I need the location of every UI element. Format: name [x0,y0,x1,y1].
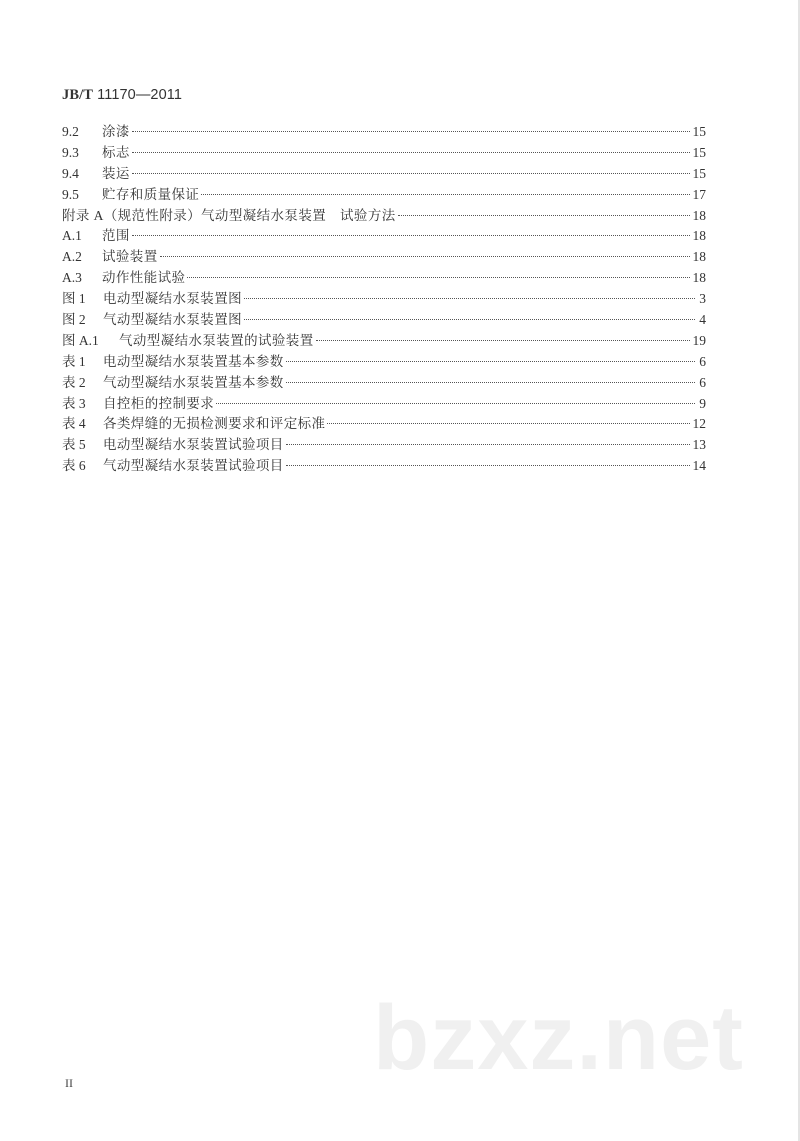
toc-entry-number: 表 2 [62,374,86,390]
dot-leader [244,298,695,299]
toc-entry-page: 3 [699,291,706,307]
dot-leader [244,319,695,320]
toc-entry-title: 标志 [102,144,130,160]
toc-entry-page: 6 [699,353,706,369]
dot-leader [286,465,690,466]
toc-entry[interactable] [62,185,706,206]
dot-leader [201,194,689,195]
dot-leader [132,131,690,132]
toc-entry[interactable] [62,373,706,394]
table-of-contents [62,122,706,477]
dot-leader [286,444,690,445]
toc-entry-title: 气动型凝结水泵装置基本参数 [103,374,284,390]
toc-entry-page: 15 [692,124,706,139]
toc-entry[interactable] [62,289,706,310]
dot-leader [160,256,690,257]
toc-entry-title: 电动型凝结水泵装置基本参数 [103,353,284,369]
toc-entry-number: 表 1 [62,353,86,369]
toc-entry[interactable] [62,247,706,268]
standard-code-header [62,87,182,104]
watermark: bzxz.net [373,987,744,1089]
standard-prefix: JB/T [62,87,94,103]
standard-number: 11170—2011 [93,87,183,103]
toc-entry-title: 自控柜的控制要求 [103,395,215,411]
toc-entry-title: 装运 [102,165,130,181]
toc-entry-title: 涂漆 [102,124,130,139]
toc-entry-page: 18 [692,270,706,286]
toc-entry-page: 17 [692,186,706,202]
toc-entry-number: 表 5 [62,437,86,453]
toc-entry[interactable] [62,164,706,185]
toc-entry-title: 动作性能试验 [102,270,186,286]
toc-entry-title: 气动型凝结水泵装置图 [103,312,242,328]
toc-entry-number: 图 2 [62,312,86,328]
toc-entry[interactable] [62,331,706,352]
toc-entry-page: 15 [692,144,706,160]
toc-entry-title: 气动型凝结水泵装置试验项目 [103,458,284,474]
toc-entry-page: 18 [692,249,706,265]
toc-entry-page: 15 [692,165,706,181]
toc-entry-page: 19 [692,332,706,348]
toc-entry-page: 18 [692,228,706,244]
toc-entry[interactable] [62,122,706,143]
toc-entry-page: 9 [699,395,706,411]
toc-entry-number: 表 3 [62,395,86,411]
dot-leader [132,152,690,153]
toc-entry-number: 9.4 [62,165,79,181]
toc-entry[interactable] [62,435,706,456]
dot-leader [132,173,690,174]
toc-entry[interactable] [62,414,706,435]
toc-entry[interactable] [62,394,706,415]
toc-entry-title: 电动型凝结水泵装置图 [103,291,242,307]
toc-entry[interactable] [62,456,706,477]
toc-entry-page: 6 [699,374,706,390]
toc-entry-title: 贮存和质量保证 [102,186,200,202]
toc-entry-number: 9.3 [62,144,79,160]
toc-entry-title: 各类焊缝的无损检测要求和评定标准 [103,416,326,432]
dot-leader [187,277,689,278]
toc-entry-number: 图 A.1 [62,332,99,348]
toc-entry-page: 13 [692,437,706,453]
dot-leader [316,340,690,341]
toc-entry-page: 12 [692,416,706,432]
toc-entry[interactable] [62,226,706,247]
toc-entry-number: A.3 [62,270,82,286]
toc-entry[interactable] [62,143,706,164]
toc-entry-page: 4 [699,312,706,328]
toc-entry-number: 图 1 [62,291,86,307]
dot-leader [286,382,695,383]
toc-entry-number: 9.2 [62,124,79,139]
toc-entry-title: 范围 [102,228,130,244]
dot-leader [398,215,690,216]
toc-entry[interactable] [62,206,706,227]
dot-leader [132,235,690,236]
toc-entry-page: 14 [692,458,706,474]
toc-entry-title: 附录 A（规范性附录）气动型凝结水泵装置 试验方法 [62,207,396,223]
toc-entry-number: A.2 [62,249,82,265]
dot-leader [286,361,695,362]
toc-entry-title: 试验装置 [102,249,158,265]
page-number: II [65,1076,73,1090]
toc-entry-number: 9.5 [62,186,79,202]
toc-entry-title: 电动型凝结水泵装置试验项目 [103,437,284,453]
dot-leader [216,403,695,404]
toc-entry-number: A.1 [62,228,82,244]
dot-leader [327,423,689,424]
toc-entry-number: 表 4 [62,416,86,432]
toc-entry-number: 表 6 [62,458,86,474]
toc-entry[interactable] [62,268,706,289]
toc-entry-title: 气动型凝结水泵装置的试验装置 [119,332,314,348]
toc-entry[interactable] [62,310,706,331]
toc-entry-page: 18 [692,207,706,223]
toc-entry[interactable] [62,352,706,373]
